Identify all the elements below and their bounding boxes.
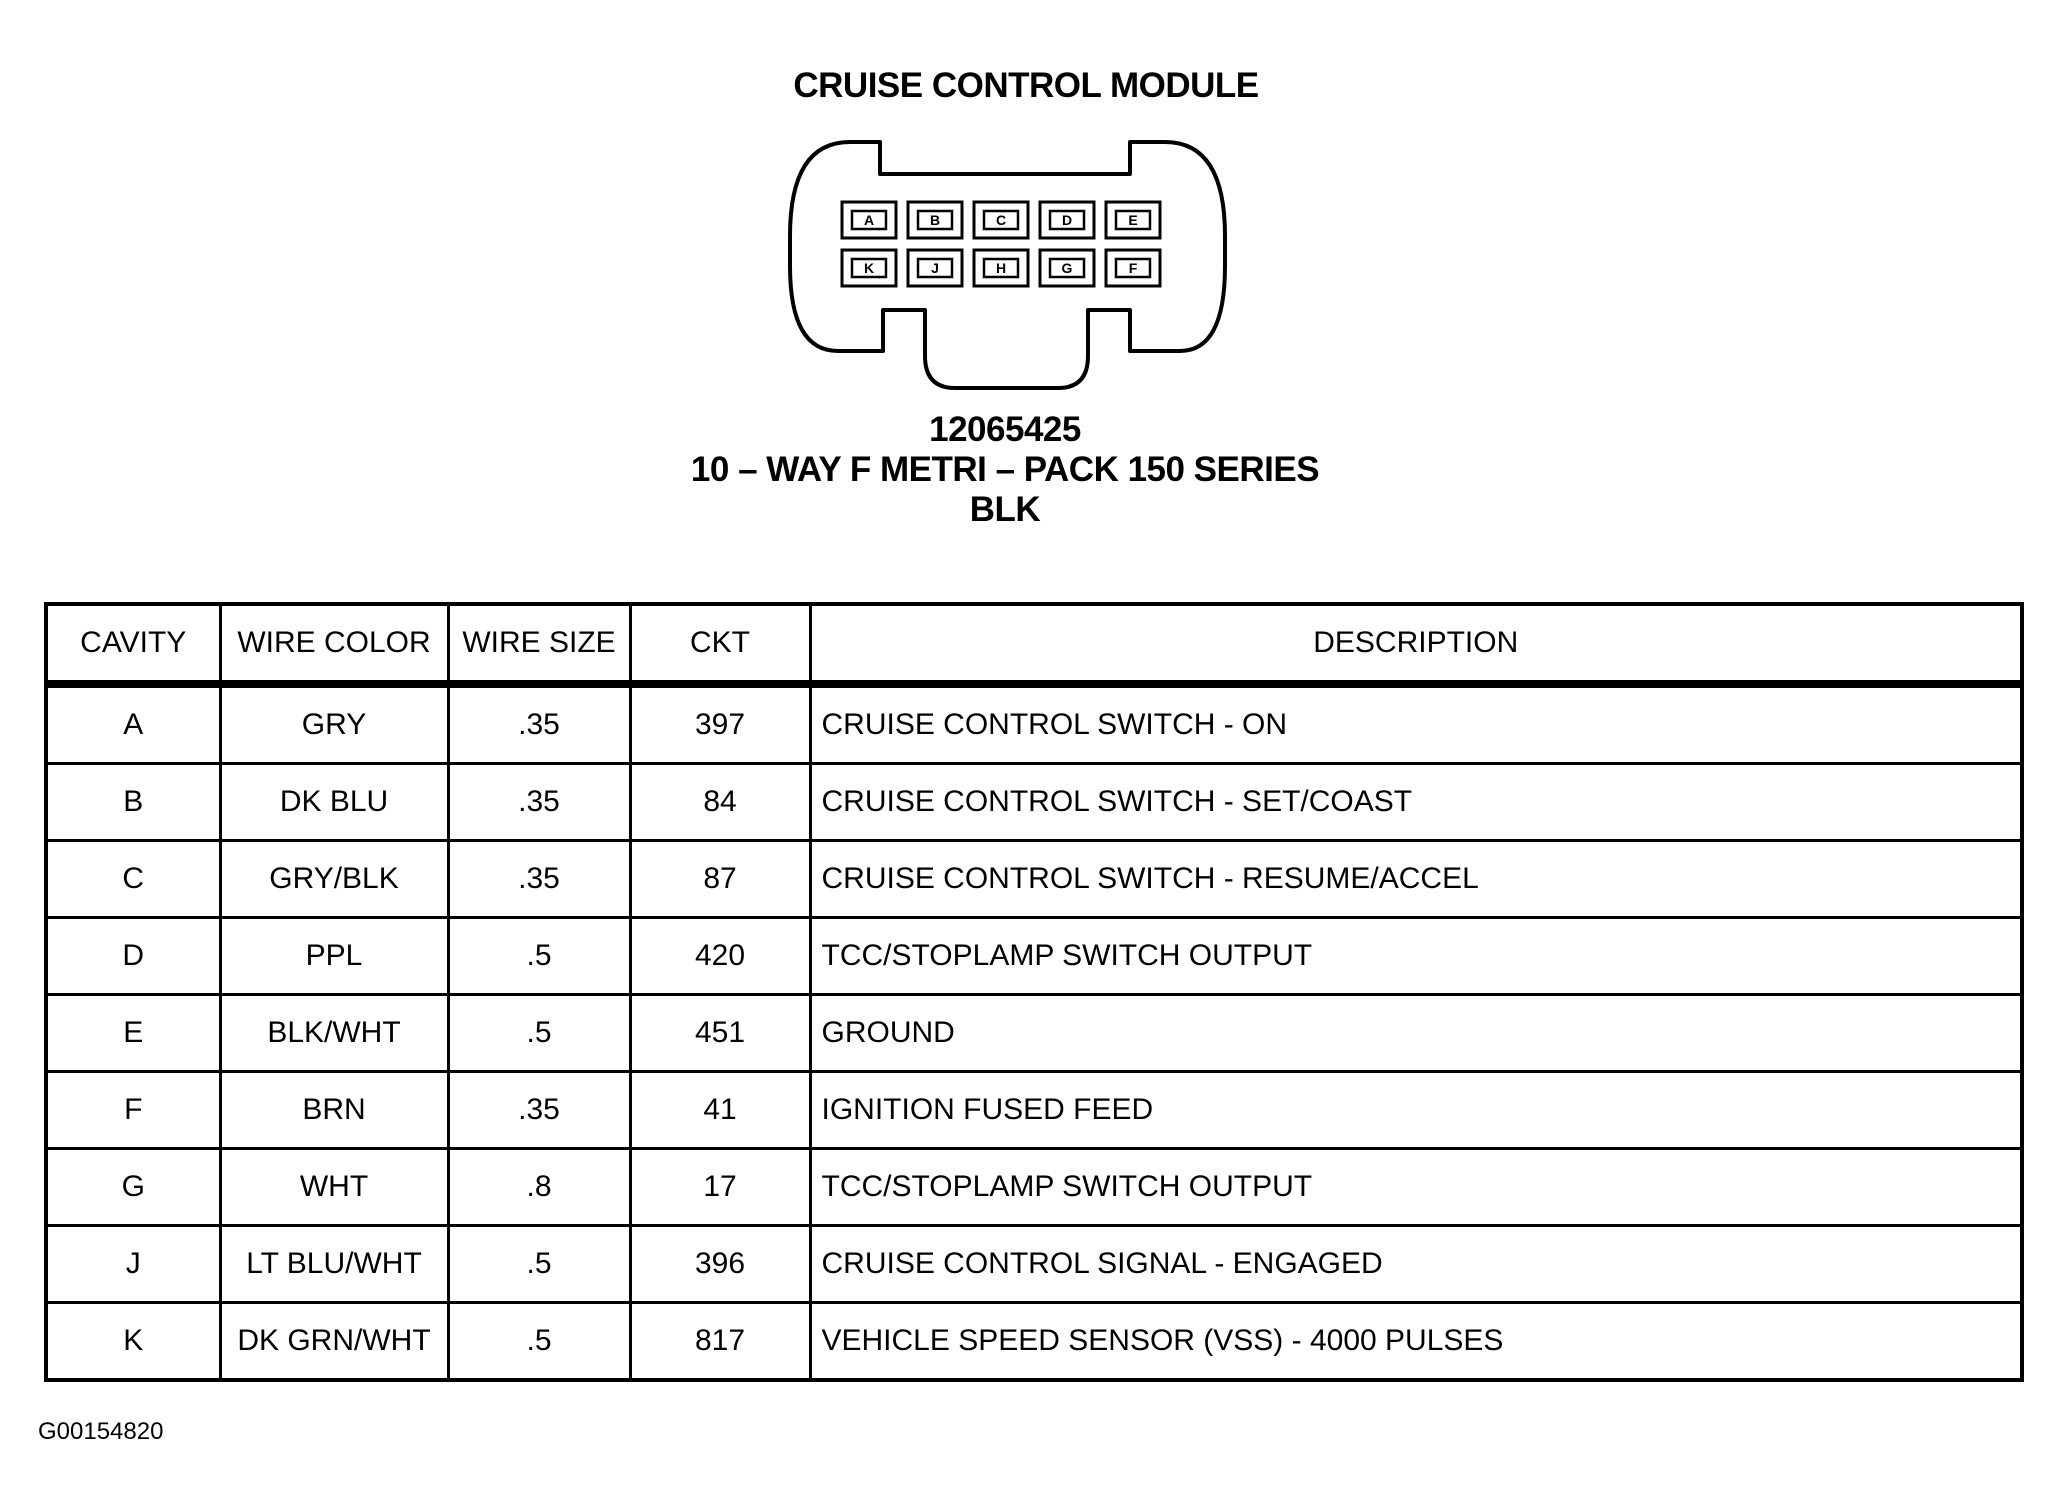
cell-ckt: 396: [630, 1226, 810, 1303]
figure-id: G00154820: [38, 1418, 164, 1445]
cell-description: IGNITION FUSED FEED: [810, 1072, 2022, 1149]
cell-description: TCC/STOPLAMP SWITCH OUTPUT: [810, 1149, 2022, 1226]
cell-description: CRUISE CONTROL SWITCH - SET/COAST: [810, 764, 2022, 841]
cell-cavity: D: [46, 918, 220, 995]
cell-wire-color: PPL: [220, 918, 448, 995]
cell-wire-size: .5: [448, 918, 630, 995]
cell-ckt: 41: [630, 1072, 810, 1149]
cell-wire-size: .5: [448, 1303, 630, 1381]
connector-color: BLK: [969, 490, 1041, 529]
cell-wire-color: BRN: [220, 1072, 448, 1149]
connector-pin-h: [974, 250, 1028, 286]
connector-pin-label: J: [931, 260, 939, 276]
table-row: [46, 1226, 2022, 1303]
pin-row-top: [842, 202, 1160, 238]
cell-wire-color: BLK/WHT: [220, 995, 448, 1072]
table-row: [46, 995, 2022, 1072]
cell-ckt: 817: [630, 1303, 810, 1381]
cell-description: GROUND: [810, 995, 2022, 1072]
cell-wire-size: .5: [448, 995, 630, 1072]
cell-cavity: F: [46, 1072, 220, 1149]
cell-ckt: 451: [630, 995, 810, 1072]
cell-wire-color: WHT: [220, 1149, 448, 1226]
connector-pin-f: [1106, 250, 1160, 286]
cell-cavity: B: [46, 764, 220, 841]
cell-wire-color: GRY/BLK: [220, 841, 448, 918]
cell-cavity: C: [46, 841, 220, 918]
connector-pin-b: [908, 202, 962, 238]
connector-pin-label: E: [1128, 212, 1138, 228]
connector-pin-d: [1040, 202, 1094, 238]
pinout-table-body: [46, 684, 2022, 1380]
cell-wire-size: .35: [448, 764, 630, 841]
table-row: [46, 1149, 2022, 1226]
cell-description: CRUISE CONTROL SWITCH - RESUME/ACCEL: [810, 841, 2022, 918]
cell-cavity: E: [46, 995, 220, 1072]
cell-cavity: G: [46, 1149, 220, 1226]
cell-wire-size: .8: [448, 1149, 630, 1226]
cell-cavity: J: [46, 1226, 220, 1303]
cell-ckt: 84: [630, 764, 810, 841]
connector-part-number: 12065425: [929, 410, 1081, 449]
connector-pin-a: [842, 202, 896, 238]
cell-description: TCC/STOPLAMP SWITCH OUTPUT: [810, 918, 2022, 995]
header-ckt: CKT: [630, 604, 810, 684]
connector-pin-label: F: [1128, 260, 1138, 276]
cell-wire-color: DK BLU: [220, 764, 448, 841]
table-row: [46, 1303, 2022, 1381]
cell-ckt: 87: [630, 841, 810, 918]
table-row: [46, 841, 2022, 918]
table-header-row: [46, 604, 2022, 684]
connector-pin-k: [842, 250, 896, 286]
header-wire-color: WIRE COLOR: [220, 604, 448, 684]
cell-description: CRUISE CONTROL SIGNAL - ENGAGED: [810, 1226, 2022, 1303]
cell-wire-size: .35: [448, 1072, 630, 1149]
table-row: [46, 764, 2022, 841]
cell-ckt: 397: [630, 684, 810, 764]
table-row: [46, 1072, 2022, 1149]
connector-face-diagram: [780, 136, 1230, 396]
connector-pin-label: K: [863, 260, 875, 276]
cell-description: VEHICLE SPEED SENSOR (VSS) - 4000 PULSES: [810, 1303, 2022, 1381]
cell-wire-size: .35: [448, 684, 630, 764]
header-wire-size: WIRE SIZE: [448, 604, 630, 684]
pinout-table: [44, 602, 2024, 1382]
cell-ckt: 420: [630, 918, 810, 995]
cell-ckt: 17: [630, 1149, 810, 1226]
table-row: [46, 918, 2022, 995]
header-cavity: CAVITY: [46, 604, 220, 684]
connector-pin-e: [1106, 202, 1160, 238]
connector-description: 10 – WAY F METRI – PACK 150 SERIES: [690, 450, 1320, 489]
connector-pin-label: H: [995, 260, 1007, 276]
pin-row-bottom: [842, 250, 1160, 286]
cell-wire-size: .5: [448, 1226, 630, 1303]
cell-wire-color: LT BLU/WHT: [220, 1226, 448, 1303]
connector-pin-g: [1040, 250, 1094, 286]
connector-pin-label: D: [1061, 212, 1073, 228]
connector-pin-j: [908, 250, 962, 286]
cell-description: CRUISE CONTROL SWITCH - ON: [810, 684, 2022, 764]
cell-cavity: A: [46, 684, 220, 764]
cell-wire-color: GRY: [220, 684, 448, 764]
connector-pin-label: B: [929, 212, 941, 228]
header-description: DESCRIPTION: [810, 604, 2022, 684]
table-row: [46, 684, 2022, 764]
connector-pin-label: A: [863, 212, 875, 228]
connector-pin-c: [974, 202, 1028, 238]
cell-wire-size: .35: [448, 841, 630, 918]
diagram-title: CRUISE CONTROL MODULE: [793, 66, 1259, 105]
connector-pin-label: G: [1061, 260, 1073, 276]
cell-wire-color: DK GRN/WHT: [220, 1303, 448, 1381]
cell-cavity: K: [46, 1303, 220, 1381]
connector-pin-label: C: [995, 212, 1007, 228]
